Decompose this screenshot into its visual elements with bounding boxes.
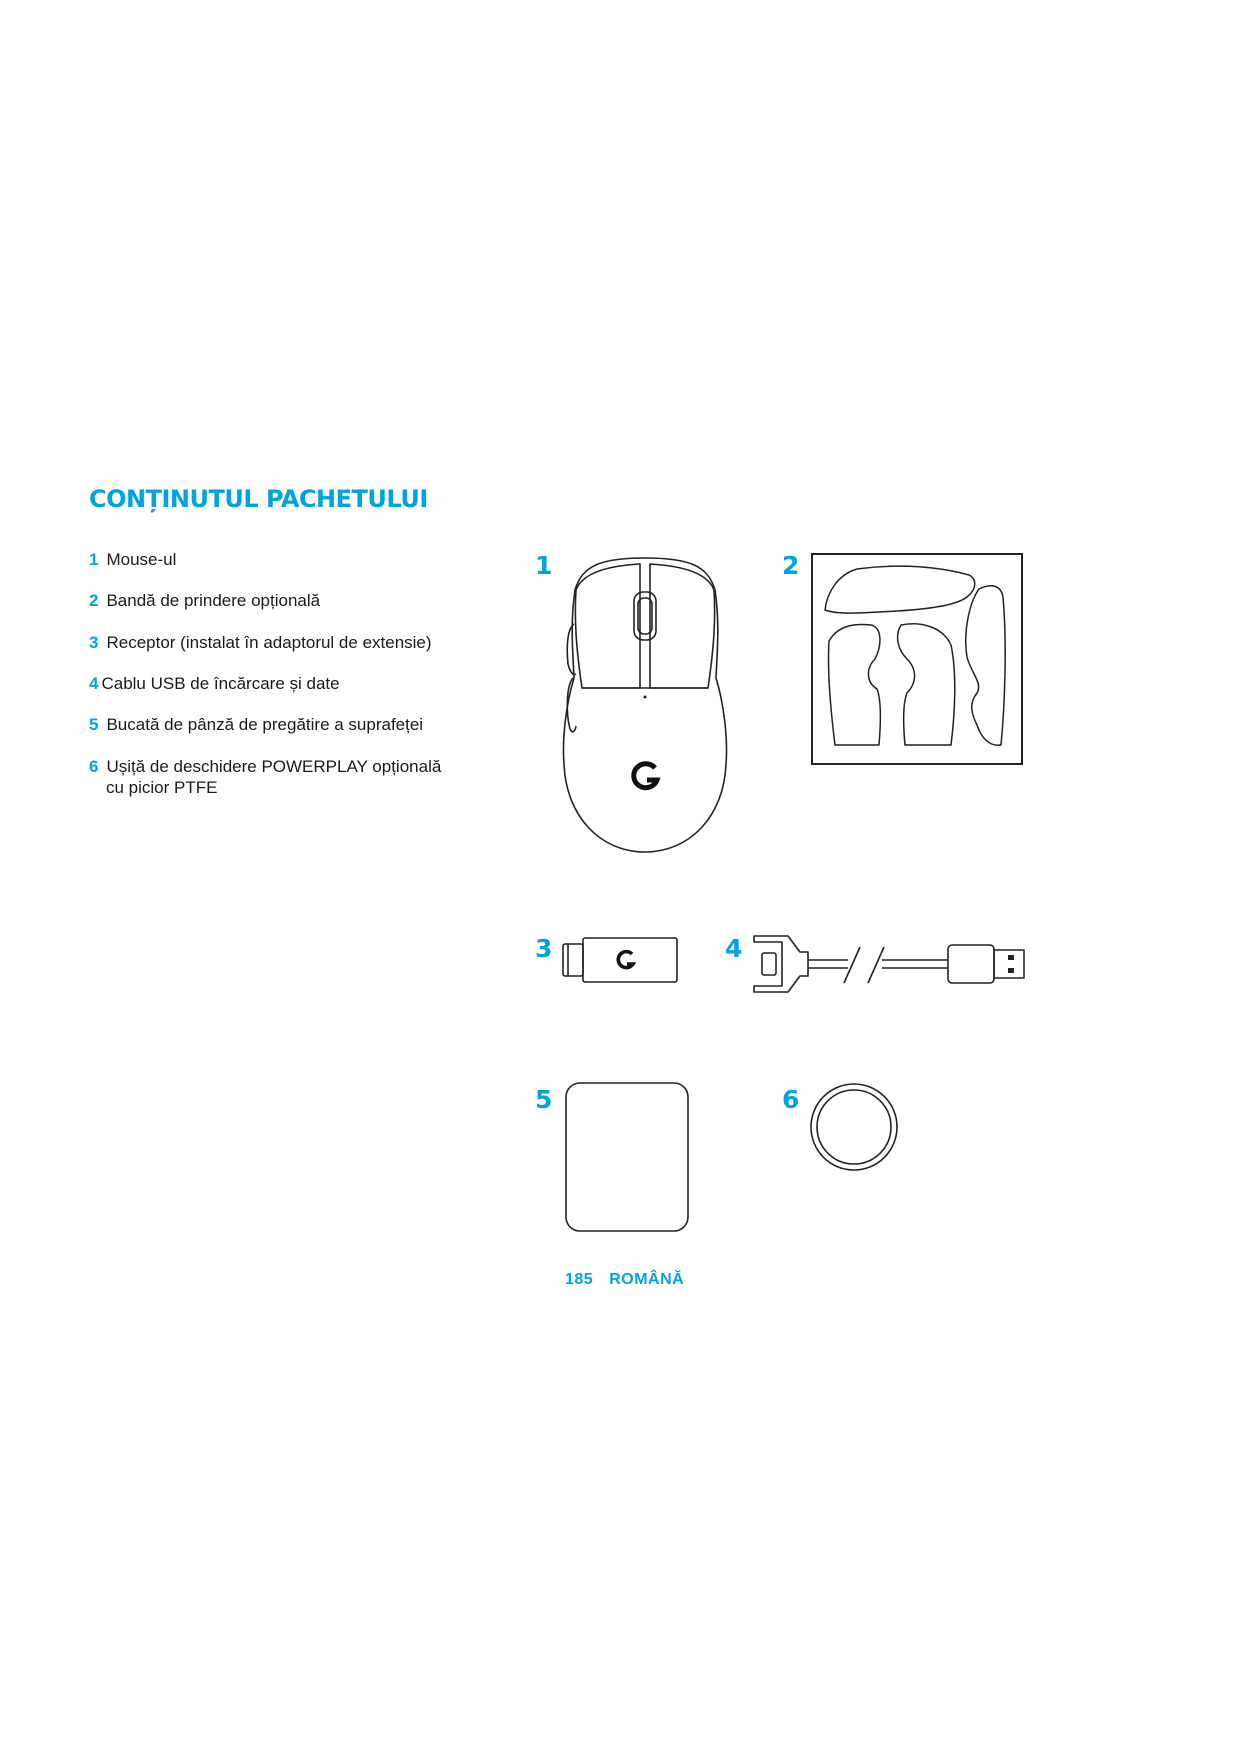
cleaning-cloth-icon: [564, 1081, 690, 1233]
item-number: 4: [89, 674, 99, 693]
item-number: 6: [89, 757, 99, 776]
item-text: Ușiță de deschidere POWERPLAY opțională: [106, 757, 442, 776]
grip-tape-icon: [811, 553, 1023, 765]
figure-label-4: 4: [725, 934, 743, 963]
figure-label-1: 1: [535, 551, 553, 580]
item-text-continuation: cu picior PTFE: [106, 778, 218, 797]
list-item: [89, 756, 441, 798]
powerplay-aperture-door-icon: [808, 1081, 900, 1173]
figure-label-5: 5: [535, 1085, 553, 1114]
item-number: 2: [89, 591, 99, 610]
usb-cable-icon: [752, 933, 1027, 995]
page-footer: [565, 1271, 700, 1289]
list-item: [89, 714, 423, 735]
item-text: Bandă de prindere opțională: [106, 591, 321, 610]
list-item: [89, 549, 176, 570]
item-number: 1: [89, 550, 99, 569]
item-number: 5: [89, 715, 99, 734]
page-title: CONȚINUTUL PACHETULUI: [89, 485, 428, 513]
item-text: Mouse-ul: [106, 550, 177, 569]
list-item: [89, 673, 340, 694]
figure-label-2: 2: [782, 551, 800, 580]
footer-language: ROMÂNĂ: [609, 1271, 685, 1288]
list-item: [89, 632, 432, 653]
usb-receiver-icon: [561, 935, 681, 985]
item-text: Receptor (instalat în adaptorul de extensie): [106, 633, 432, 652]
mouse-icon: [560, 554, 730, 856]
item-number: 3: [89, 633, 99, 652]
figure-label-3: 3: [535, 934, 553, 963]
item-text: Bucată de pânză de pregătire a suprafeței: [106, 715, 424, 734]
page-number: 185: [565, 1271, 594, 1288]
list-item: [89, 590, 320, 611]
item-text: Cablu USB de încărcare și date: [101, 674, 340, 693]
figure-label-6: 6: [782, 1085, 800, 1114]
